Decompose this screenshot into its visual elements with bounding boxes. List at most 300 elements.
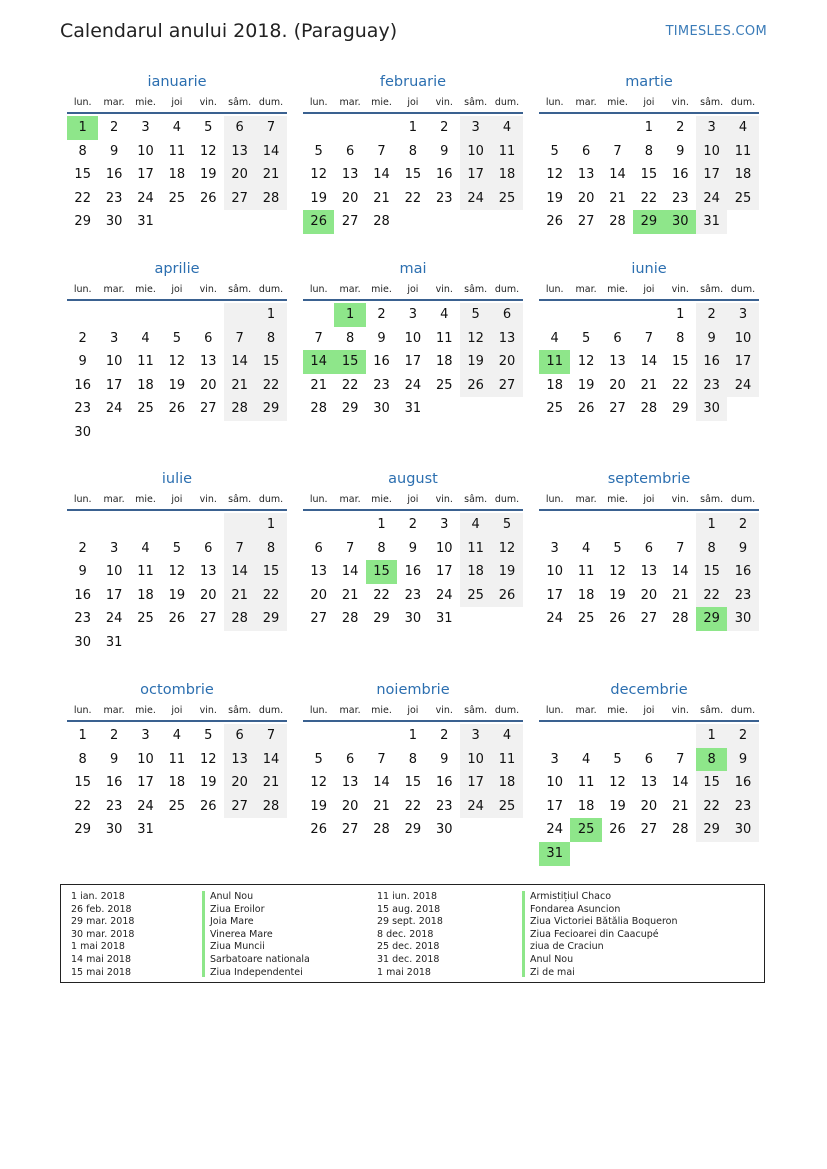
day-cell: 28 [224,607,255,631]
day-cell: 11 [491,140,522,164]
day-cell: 21 [640,377,658,393]
empty-cell [334,513,365,537]
weekday-label: dum. [730,97,756,108]
day-cell: 22 [671,377,689,393]
day-cell: 25 [435,377,453,393]
day-cell: 27 [577,214,595,230]
day-cell: 17 [404,354,422,370]
day-cell: 13 [341,775,359,791]
week-row [539,397,759,421]
day-cell: 7 [377,751,386,767]
day-cell: 3 [440,517,449,532]
day-cell: 13 [577,167,595,183]
empty-cell [130,513,161,537]
empty-cell [224,631,255,655]
day-cell: 23 [74,611,91,627]
day-cell: 9 [78,354,87,370]
day-cell: 15 [640,167,658,183]
day-cell: 24 [137,190,154,206]
week-row [67,631,287,655]
day-cell: 7 [676,540,685,556]
weekday-label: vin. [671,284,689,295]
day-cell: 9 [408,540,417,556]
day-cell: 12 [199,143,217,159]
holiday-day: 15 [366,560,397,584]
day-cell: 28 [224,397,255,421]
day-cell: 20 [609,377,626,393]
legend-bar-right [522,891,525,977]
week-row [539,724,759,748]
week-row [539,818,759,842]
legend-date: 1 mai 2018 [377,966,431,978]
day-cell: 12 [609,775,626,791]
weekday-label: lun. [545,494,564,505]
day-cell: 24 [105,611,123,627]
day-cell: 30 [373,401,390,417]
week-row [303,374,523,398]
weekday-label: mar. [575,284,597,295]
empty-cell [633,724,664,748]
day-cell: 4 [550,330,559,346]
empty-cell [161,210,192,234]
day-cell: 19 [460,350,491,374]
day-cell: 10 [137,751,154,767]
day-cell: 2 [696,303,727,327]
day-cell: 22 [696,795,727,819]
day-cell: 29 [74,214,91,230]
day-cell: 21 [671,587,689,603]
empty-cell [130,421,161,445]
empty-cell [460,397,491,421]
day-cell: 27 [341,822,359,838]
day-cell: 20 [224,163,255,187]
day-cell: 4 [491,724,522,748]
day-cell: 25 [168,798,186,814]
weekday-label: mar. [339,284,361,295]
month-ianuarie [67,72,287,234]
empty-cell [161,421,192,445]
day-cell: 27 [199,611,217,627]
day-cell: 13 [491,327,522,351]
empty-cell [255,210,286,234]
weekday-label: lun. [309,705,328,716]
week-row [539,140,759,164]
week-row [539,560,759,584]
weekday-label: vin. [199,284,217,295]
day-cell: 7 [676,751,685,767]
week-row [67,163,287,187]
day-cell: 16 [105,167,123,183]
day-cell: 1 [696,724,727,748]
day-cell: 12 [168,354,186,370]
day-cell: 6 [491,303,522,327]
day-cell: 1 [255,303,286,327]
day-cell: 16 [435,775,453,791]
day-cell: 16 [696,350,727,374]
month-aprilie [67,259,287,445]
day-cell: 30 [74,634,91,650]
weekday-header [539,96,759,114]
month-iunie [539,259,759,421]
day-cell: 23 [727,584,758,608]
day-cell: 9 [696,327,727,351]
week-row [303,397,523,421]
holiday-day: 8 [696,748,727,772]
day-cell: 13 [199,564,217,580]
day-cell: 15 [255,560,286,584]
empty-cell [665,842,696,866]
empty-cell [727,397,758,421]
holiday-day: 11 [539,350,570,374]
empty-cell [366,116,397,140]
month-name: aprilie [154,261,200,277]
weekday-label: dum. [730,705,756,716]
day-cell: 26 [310,822,327,838]
empty-cell [570,116,601,140]
weekday-label: sâm. [464,494,488,505]
empty-cell [303,303,334,327]
day-cell: 5 [581,330,591,346]
weekday-label: vin. [671,494,689,505]
weekday-label: mie. [371,494,392,505]
day-cell: 27 [341,214,359,230]
day-cell: 2 [377,307,386,322]
day-cell: 31 [435,611,453,627]
day-cell: 8 [78,751,87,767]
legend-date: 30 mar. 2018 [71,928,135,940]
day-cell: 14 [373,167,390,183]
weekday-label: dum. [730,494,756,505]
brand-link[interactable]: TIMESLES.COM [665,24,767,39]
day-cell: 16 [74,377,91,393]
day-cell: 30 [696,397,727,421]
day-cell: 15 [74,775,91,791]
day-cell: 14 [640,354,658,370]
day-cell: 10 [460,140,491,164]
day-cell: 17 [727,350,758,374]
legend-left-dates [71,891,134,979]
day-cell: 5 [550,143,559,159]
week-row [539,374,759,398]
day-cell: 14 [255,748,286,772]
empty-cell [130,303,161,327]
day-cell: 2 [78,540,87,556]
week-row [539,537,759,561]
month-februarie [303,72,523,234]
day-cell: 20 [491,350,522,374]
day-cell: 24 [696,187,727,211]
empty-cell [161,818,192,842]
day-cell: 8 [255,327,286,351]
legend-holiday-name: Anul Nou [530,953,574,965]
legend-holiday-name: Zi de mai [530,966,575,978]
legend-left-names [210,891,310,979]
holiday-day: 31 [539,842,570,866]
week-row [67,748,287,772]
day-cell: 3 [460,724,491,748]
weekday-label: mie. [607,97,628,108]
day-cell: 28 [310,401,327,417]
day-cell: 8 [255,537,286,561]
day-cell: 9 [440,751,449,767]
weekday-header [67,493,287,511]
day-cell: 8 [377,540,386,556]
day-cell: 23 [373,377,390,393]
day-cell: 3 [460,116,491,140]
day-cell: 16 [105,775,123,791]
day-cell: 10 [460,748,491,772]
weekday-label: mie. [607,705,628,716]
day-cell: 27 [640,822,658,838]
day-cell: 11 [727,140,758,164]
empty-cell [602,842,633,866]
day-cell: 16 [74,587,91,603]
weekday-label: lun. [545,97,564,108]
day-cell: 6 [345,143,355,159]
weekday-label: vin. [671,97,689,108]
day-cell: 7 [255,116,286,140]
day-cell: 30 [105,214,123,230]
day-cell: 6 [204,540,213,556]
month-martie [539,72,759,234]
day-cell: 13 [224,140,255,164]
day-cell: 17 [137,775,154,791]
day-cell: 24 [546,611,563,627]
weekday-label: mar. [575,705,597,716]
empty-cell [539,513,570,537]
month-iulie [67,469,287,655]
empty-cell [460,607,491,631]
week-row [67,116,287,140]
day-cell: 12 [168,564,186,580]
day-cell: 6 [224,724,255,748]
day-cell: 23 [727,795,758,819]
day-cell: 19 [310,190,327,206]
day-cell: 17 [546,587,563,603]
empty-cell [224,303,255,327]
day-cell: 21 [609,190,626,206]
day-cell: 21 [671,798,689,814]
week-row [539,210,759,234]
day-cell: 30 [74,424,91,440]
day-cell: 11 [168,751,186,767]
day-cell: 3 [408,307,417,322]
day-cell: 26 [199,190,217,206]
week-row [303,537,523,561]
week-row [539,842,759,866]
week-row [67,560,287,584]
weekday-label: joi [643,705,655,716]
empty-cell [570,724,601,748]
day-cell: 21 [373,798,390,814]
day-cell: 31 [404,401,422,417]
empty-cell [98,513,129,537]
legend-date: 26 feb. 2018 [71,903,132,915]
holiday-legend [60,884,765,983]
day-cell: 8 [408,751,417,767]
day-cell: 3 [727,303,758,327]
day-cell: 5 [613,751,622,767]
weekday-label: lun. [545,705,564,716]
day-cell: 2 [727,513,758,537]
day-cell: 9 [377,330,386,346]
day-cell: 2 [109,728,119,743]
day-cell: 18 [168,775,186,791]
month-septembrie [539,469,759,631]
weekday-label: dum. [494,705,520,716]
day-cell: 13 [341,167,359,183]
day-cell: 12 [310,167,327,183]
empty-cell [334,724,365,748]
empty-cell [539,303,570,327]
weekday-label: mar. [103,705,125,716]
empty-cell [303,116,334,140]
weekday-header [67,283,287,301]
month-noiembrie [303,680,523,842]
day-cell: 4 [581,540,591,556]
weekday-label: sâm. [464,705,488,716]
week-row [539,327,759,351]
legend-holiday-name: Ziua Independentei [210,966,303,978]
legend-holiday-name: Anul Nou [210,891,254,902]
weekday-label: mar. [103,494,125,505]
weekday-label: mie. [607,284,628,295]
month-name: septembrie [607,471,691,487]
empty-cell [460,818,491,842]
day-cell: 21 [255,163,286,187]
day-cell: 12 [577,354,595,370]
legend-holiday-name: Ziua Fecioarei din Caacupé [530,928,659,940]
day-cell: 18 [491,163,522,187]
day-cell: 6 [613,330,622,346]
day-cell: 21 [224,374,255,398]
empty-cell [224,818,255,842]
weekday-label: dum. [730,284,756,295]
day-cell: 29 [255,397,286,421]
day-cell: 2 [408,517,417,532]
holiday-day: 30 [665,210,696,234]
weekday-label: mie. [371,284,392,295]
week-row [539,163,759,187]
empty-cell [491,818,522,842]
day-cell: 24 [727,374,758,398]
weekday-label: vin. [199,705,217,716]
day-cell: 20 [310,587,327,603]
day-cell: 15 [671,354,689,370]
day-cell: 1 [255,513,286,537]
day-cell: 27 [199,401,217,417]
day-cell: 28 [671,822,689,838]
weekday-label: joi [643,97,655,108]
day-cell: 6 [581,143,591,159]
day-cell: 30 [727,607,758,631]
day-cell: 12 [199,751,217,767]
day-cell: 2 [727,724,758,748]
holiday-day: 1 [334,303,365,327]
month-name: mai [399,261,427,277]
day-cell: 4 [172,120,181,135]
day-cell: 19 [609,587,626,603]
weekday-header [303,96,523,114]
weekday-header [303,493,523,511]
weekday-label: mie. [371,97,392,108]
day-cell: 16 [727,771,758,795]
day-cell: 26 [168,611,186,627]
weekday-label: lun. [73,284,92,295]
day-cell: 4 [141,330,150,346]
week-row [303,560,523,584]
day-cell: 24 [137,798,154,814]
week-row [67,584,287,608]
week-row [67,350,287,374]
day-cell: 15 [74,167,91,183]
day-cell: 26 [609,822,626,838]
day-cell: 25 [577,611,595,627]
day-cell: 3 [141,120,150,135]
week-row [303,210,523,234]
day-cell: 1 [676,307,685,322]
day-cell: 16 [727,560,758,584]
empty-cell [491,607,522,631]
day-cell: 7 [377,143,386,159]
weekday-label: joi [643,284,655,295]
day-cell: 23 [74,401,91,417]
day-cell: 4 [440,307,449,322]
day-cell: 14 [341,564,359,580]
weekday-label: lun. [73,705,92,716]
day-cell: 18 [577,798,595,814]
empty-cell [130,631,161,655]
weekday-label: lun. [309,97,328,108]
weekday-label: vin. [435,705,453,716]
weekday-label: joi [171,97,183,108]
day-cell: 22 [696,584,727,608]
weekday-label: lun. [309,284,328,295]
weekday-label: sâm. [228,97,252,108]
day-cell: 27 [491,374,522,398]
weekday-label: sâm. [464,284,488,295]
day-cell: 20 [341,190,359,206]
empty-cell [193,513,224,537]
day-cell: 21 [373,190,390,206]
week-row [303,140,523,164]
weekday-label: mie. [135,705,156,716]
holiday-day: 14 [303,350,334,374]
day-cell: 5 [460,303,491,327]
empty-cell [602,303,633,327]
day-cell: 23 [105,190,123,206]
day-cell: 31 [137,822,154,838]
day-cell: 5 [314,143,323,159]
day-cell: 16 [435,167,453,183]
week-row [67,374,287,398]
day-cell: 9 [109,751,119,767]
day-cell: 28 [255,795,286,819]
day-cell: 1 [377,517,386,532]
empty-cell [633,842,664,866]
day-cell: 10 [404,330,422,346]
empty-cell [539,116,570,140]
weekday-label: sâm. [228,284,252,295]
day-cell: 14 [609,167,626,183]
day-cell: 19 [577,377,595,393]
empty-cell [570,303,601,327]
legend-holiday-name: Ziua Muncii [210,941,265,953]
day-cell: 22 [74,190,91,206]
legend-date: 29 sept. 2018 [377,916,443,928]
day-cell: 20 [199,587,217,603]
day-cell: 18 [577,587,595,603]
